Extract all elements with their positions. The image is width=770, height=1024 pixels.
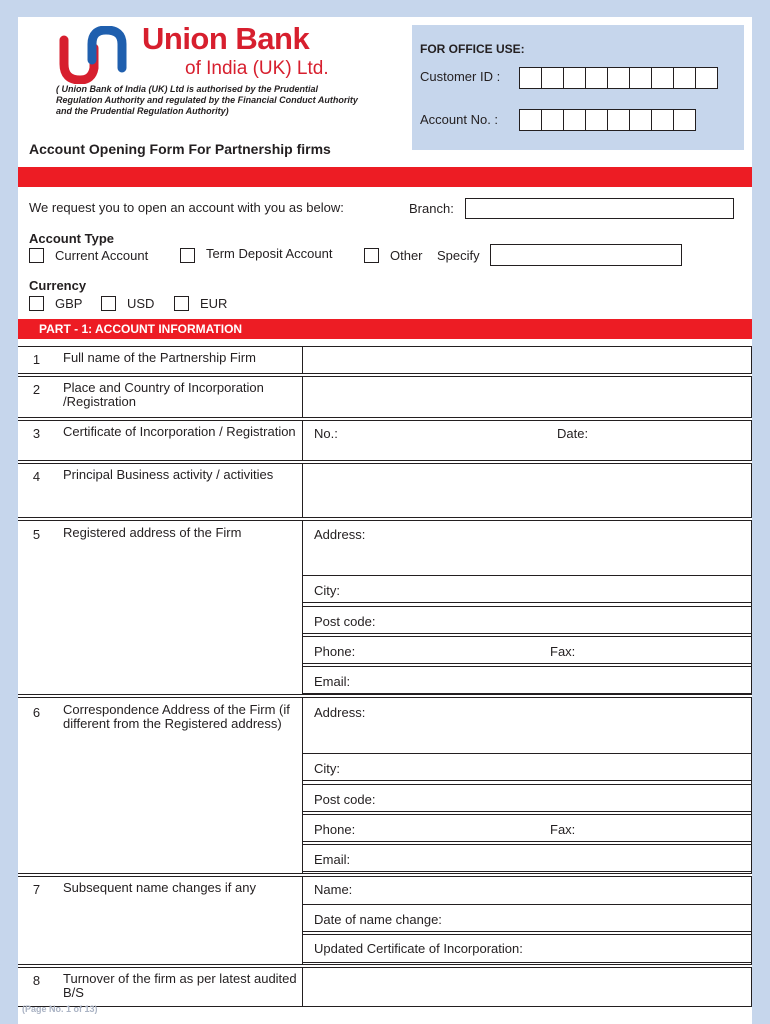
usd-checkbox[interactable] xyxy=(101,296,116,311)
row-label: Place and Country of Incorporation /Registration xyxy=(63,380,264,409)
row-label: Full name of the Partnership Firm xyxy=(63,350,256,365)
city-field-label: City: xyxy=(314,761,340,776)
email-field[interactable] xyxy=(302,844,752,872)
account-type-title: Account Type xyxy=(29,231,114,246)
phone-field[interactable] xyxy=(302,814,752,842)
account-no-label: Account No. : xyxy=(420,112,499,127)
authorisation-note: ( Union Bank of India (UK) Ltd is authorised by the Prudential Regulation Authority and regulated by the Financial Conduct Authority and the Prudential Regulation Authority) xyxy=(56,84,358,116)
office-use-title: FOR OFFICE USE: xyxy=(420,42,525,56)
postcode-field-label: Post code: xyxy=(314,614,376,629)
part1-title: PART - 1: ACCOUNT INFORMATION xyxy=(39,322,243,336)
other-checkbox[interactable] xyxy=(364,248,379,263)
row-number: 1 xyxy=(32,352,41,367)
turnover-input[interactable] xyxy=(304,969,750,1004)
customer-id-label: Customer ID : xyxy=(420,69,501,84)
office-use-box xyxy=(412,25,744,150)
row-number: 2 xyxy=(32,382,41,397)
specify-input[interactable] xyxy=(490,244,682,266)
email-field-label: Email: xyxy=(314,852,351,867)
account-no-boxes[interactable] xyxy=(520,109,696,131)
phone-field-label: Phone: xyxy=(314,644,356,659)
row-number: 3 xyxy=(32,426,41,441)
row-label: Subsequent name changes if any xyxy=(63,880,256,895)
customer-id-boxes[interactable] xyxy=(520,67,718,89)
row-label: Certificate of Incorporation / Registration xyxy=(63,424,296,439)
current-account-checkbox[interactable] xyxy=(29,248,44,263)
form-title: Account Opening Form For Partnership firms xyxy=(29,141,331,157)
request-text: We request you to open an account with you as below: xyxy=(29,200,344,215)
address-field-label: Address: xyxy=(314,705,366,720)
row-label: Correspondence Address of the Firm (if different from the Registered address) xyxy=(63,702,290,731)
gbp-label: GBP xyxy=(55,296,83,311)
branch-input[interactable] xyxy=(465,198,734,219)
row-number: 7 xyxy=(32,882,41,897)
row-number: 8 xyxy=(32,973,41,988)
red-divider-bar xyxy=(18,167,752,187)
form-page xyxy=(18,17,752,1024)
row-number: 4 xyxy=(32,469,41,484)
term-deposit-checkbox[interactable] xyxy=(180,248,195,263)
certificate-no-label: No.: xyxy=(314,426,338,441)
specify-label: Specify xyxy=(437,248,480,263)
eur-checkbox[interactable] xyxy=(174,296,189,311)
city-field[interactable] xyxy=(302,753,752,781)
eur-label: EUR xyxy=(200,296,228,311)
postcode-field-label: Post code: xyxy=(314,792,376,807)
email-field[interactable] xyxy=(302,666,752,694)
other-label: Other xyxy=(390,248,423,263)
currency-title: Currency xyxy=(29,278,87,293)
name-change-date-label: Date of name change: xyxy=(314,912,442,927)
phone-field[interactable] xyxy=(302,636,752,664)
row-number: 5 xyxy=(32,527,41,542)
row-label: Principal Business activity / activities xyxy=(63,467,274,482)
fax-field-label: Fax: xyxy=(550,822,576,837)
row-label: Registered address of the Firm xyxy=(63,525,242,540)
term-deposit-label: Term Deposit Account xyxy=(206,246,333,261)
name-field-label: Name: xyxy=(314,882,353,897)
phone-field-label: Phone: xyxy=(314,822,356,837)
bank-name: Union Bank xyxy=(142,21,310,56)
row-label: Turnover of the firm as per latest audited B/S xyxy=(63,971,297,1000)
branch-label: Branch: xyxy=(409,201,454,216)
city-field-label: City: xyxy=(314,583,340,598)
address-field-label: Address: xyxy=(314,527,366,542)
firm-name-input[interactable] xyxy=(304,348,750,371)
current-account-label: Current Account xyxy=(55,248,149,263)
gbp-checkbox[interactable] xyxy=(29,296,44,311)
business-activity-input[interactable] xyxy=(304,465,750,515)
email-field-label: Email: xyxy=(314,674,351,689)
city-field[interactable] xyxy=(302,575,752,603)
page-number: (Page No. 1 of 13) xyxy=(22,1004,98,1014)
usd-label: USD xyxy=(127,296,155,311)
certificate-date-label: Date: xyxy=(557,426,589,441)
union-bank-logo-icon xyxy=(58,26,130,84)
updated-certificate-label: Updated Certificate of Incorporation: xyxy=(314,941,523,956)
incorporation-place-input[interactable] xyxy=(304,378,750,415)
fax-field-label: Fax: xyxy=(550,644,576,659)
bank-subtitle: of India (UK) Ltd. xyxy=(185,58,329,79)
row-number: 6 xyxy=(32,705,41,720)
